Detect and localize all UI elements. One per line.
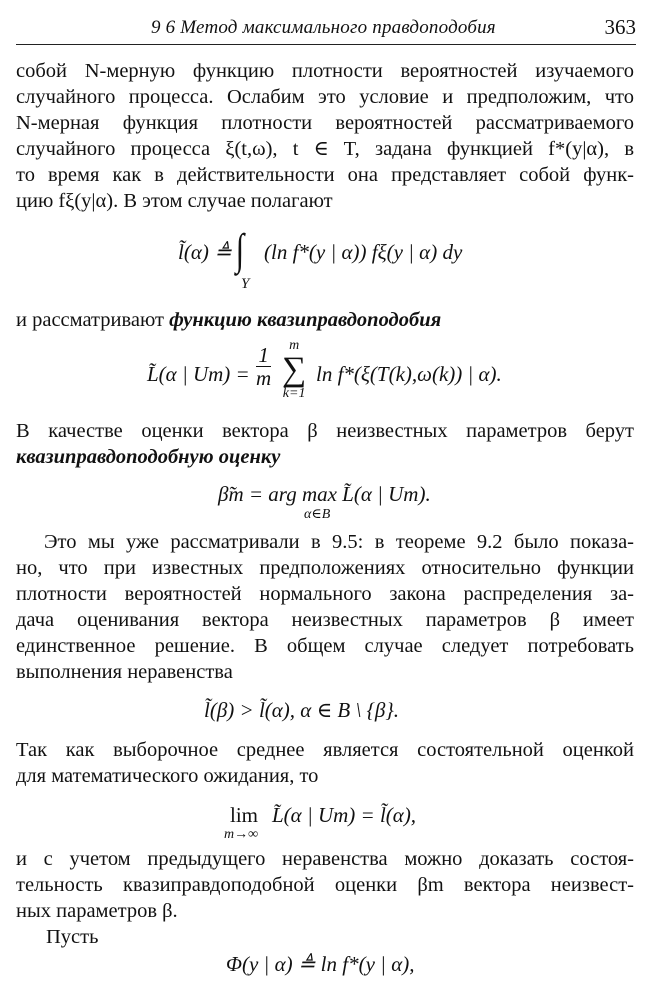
term-quasi-likelihood-function: функцию квазиправдоподобия [169, 309, 442, 331]
formula-limit [0, 797, 650, 845]
section-title: 9 6 Метод максимального правдоподобия [151, 17, 496, 38]
limit-operator: lim [230, 803, 259, 827]
paragraph-1 [16, 58, 634, 214]
text-line: выполнения неравенства [16, 661, 233, 683]
limit-subscript: m→∞ [224, 827, 259, 842]
sum-operator: m ∑ k=1 [282, 338, 307, 401]
text-run: Пусть [46, 926, 99, 948]
paragraph-3 [16, 418, 634, 470]
text-line: единственное решение. В общем случае следует потребовать [16, 635, 634, 657]
text-line: и с учетом предыдущего неравенства можно доказать состоя- [16, 848, 634, 870]
fraction [256, 344, 271, 389]
limit-body: L̃(α | Um) = l̃(α), [272, 803, 417, 827]
phi-expression: Φ(y | α) ≜ ln f*(y | α), [226, 952, 415, 976]
argmax-subscript: α∈B [304, 507, 331, 522]
text-line: дача оценивания вектора неизвестных параметров β имеет [16, 609, 634, 631]
formula-quasi-likelihood-sum [0, 338, 650, 416]
paragraph-7 [16, 924, 634, 950]
paragraph-4 [16, 529, 634, 685]
fraction-numerator: 1 [256, 344, 271, 367]
formula-lhs: l̃(α) ≜ [178, 240, 232, 264]
inequality-expression: l̃(β) > l̃(α), α ∈ B \ {β}. [204, 698, 400, 722]
text-line: Это мы уже рассматривали в 9.5: в теореме 9.2 было показа- [44, 531, 634, 553]
text-line: Так как выборочное среднее является состоятельной оценкой [16, 739, 634, 761]
integrand: (ln f*(y | α)) fξ(y | α) dy [264, 240, 463, 264]
text-line: плотности вероятностей нормального закона распределения за- [16, 583, 634, 605]
text-line: то время как в действительности она представляет собой функ- [16, 164, 634, 186]
text-line: ных параметров β. [16, 900, 178, 922]
sum-lower-limit: k=1 [282, 386, 306, 401]
page-number: 363 [604, 15, 636, 39]
running-head [16, 14, 636, 45]
text-line: тельность квазиправдоподобной оценки βm вектора неизвест- [16, 874, 634, 896]
paragraph-5 [16, 737, 634, 789]
fraction-denominator: m [256, 366, 272, 390]
formula-argmax [0, 474, 650, 524]
formula-phi [0, 948, 650, 988]
term-quasi-likelihood-estimate: квазиправдоподобную оценку [16, 446, 281, 468]
text-line: собой N-мерную функцию плотности вероятностей изучаемого [16, 60, 634, 82]
integral-lower-limit: Y [241, 276, 250, 292]
paragraph-6 [16, 846, 634, 924]
formula-quasi-likelihood-integral [0, 222, 650, 292]
text-line: случайного процесса. Ослабим это условие и предположим, что [16, 86, 634, 108]
text-line: но, что при известных предположениях относительно функции [16, 557, 634, 579]
text-line: цию fξ(y|α). В этом случае полагают [16, 190, 333, 212]
sum-upper-limit: m [289, 338, 300, 353]
text-line: N-мерная функция плотности вероятностей рассматриваемого [16, 112, 634, 134]
formula-inequality [0, 694, 650, 734]
sum-body: ln f*(ξ(T(k),ω(k)) | α). [316, 362, 502, 386]
text-line: для математического ожидания, то [16, 765, 319, 787]
formula-lhs: L̃(α | Um) = [147, 362, 250, 386]
text-run: и рассматривают [16, 309, 170, 331]
text-line: случайного процесса ξ(t,ω), t ∈ T, задана функцией f*(y|α), в [16, 138, 634, 160]
integral-sign: ∫ [235, 225, 245, 274]
argmax-expression: β̃m = arg max L̃(α | Um). [218, 482, 431, 506]
paragraph-2 [16, 307, 634, 333]
text-line: В качестве оценки вектора β неизвестных параметров берут [16, 420, 634, 442]
